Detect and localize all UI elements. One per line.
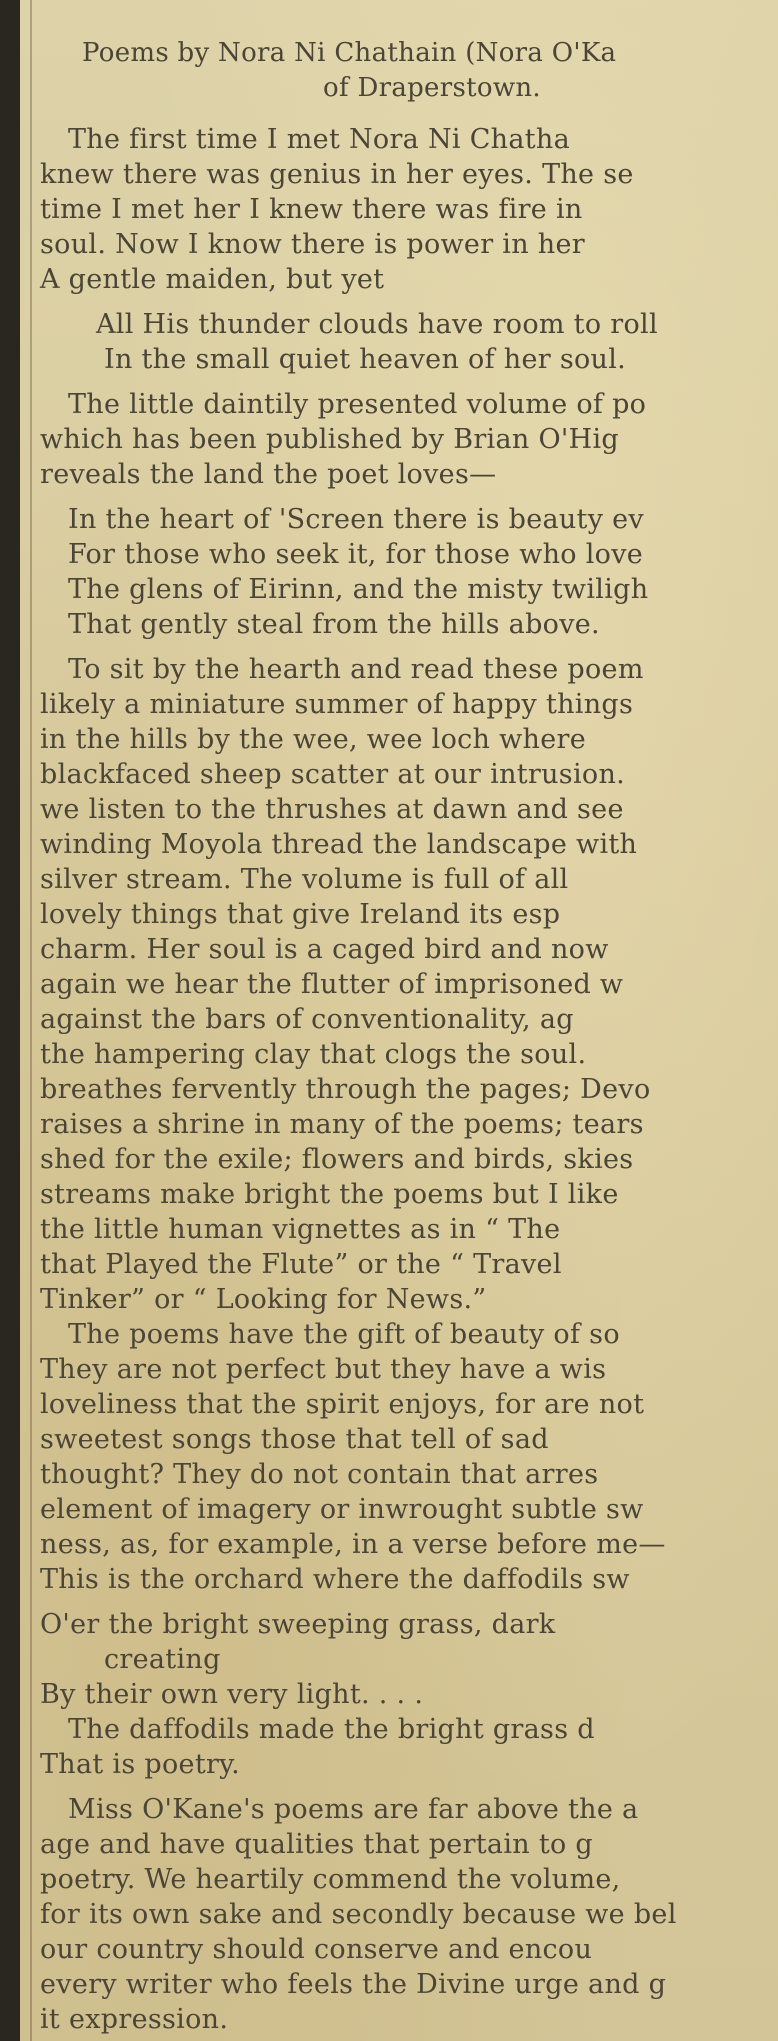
article-body xyxy=(40,36,778,2037)
article-line: They are not perfect but they have a wis xyxy=(40,1354,607,1385)
article-line: in the hills by the wee, wee loch where xyxy=(40,724,586,755)
article-lines xyxy=(40,122,778,2037)
article-line: ness, as, for example, in a verse before me— xyxy=(40,1529,666,1560)
article-line: O'er the bright sweeping grass, dark xyxy=(40,1609,556,1640)
article-line: silver stream. The volume is full of all xyxy=(40,864,569,895)
article-line: thought? They do not contain that arres xyxy=(40,1459,599,1490)
article-line: age and have qualities that pertain to g xyxy=(40,1829,594,1860)
article-line: To sit by the hearth and read these poem xyxy=(68,654,644,685)
article-line: likely a miniature summer of happy things xyxy=(40,689,634,720)
article-title-line-2: of Draperstown. xyxy=(323,73,541,103)
article-line: The poems have the gift of beauty of so xyxy=(68,1319,620,1350)
fold-line xyxy=(30,0,32,2041)
article-line: All His thunder clouds have room to roll xyxy=(96,309,658,340)
article-line: The glens of Eirinn, and the misty twiligh xyxy=(68,574,649,605)
article-line: element of imagery or inwrought subtle sw xyxy=(40,1494,644,1525)
article-line: knew there was genius in her eyes. The se xyxy=(40,159,634,190)
article-line: our country should conserve and encou xyxy=(40,1934,593,1965)
article-line: sweetest songs those that tell of sad xyxy=(40,1424,549,1455)
article-line: charm. Her soul is a caged bird and now xyxy=(40,934,609,965)
article-line: the little human vignettes as in “ The xyxy=(40,1214,561,1245)
article-line: That gently steal from the hills above. xyxy=(68,609,600,640)
article-line: for its own sake and secondly because we bel xyxy=(40,1899,677,1930)
article-line: streams make bright the poems but I like xyxy=(40,1179,619,1210)
article-line: breathes fervently through the pages; Devo xyxy=(40,1074,651,1105)
article-line: it expression. xyxy=(40,2004,229,2035)
article-line: blackfaced sheep scatter at our intrusion. xyxy=(40,759,626,790)
article-line: loveliness that the spirit enjoys, for are not xyxy=(40,1389,645,1420)
article-line: raises a shrine in many of the poems; tears xyxy=(40,1109,644,1140)
article-line: against the bars of conventionality, ag xyxy=(40,1004,574,1035)
article-line: which has been published by Brian O'Hig xyxy=(40,424,619,455)
article-line: That is poetry. xyxy=(40,1749,241,1780)
article-line: This is the orchard where the daffodils sw xyxy=(40,1564,630,1595)
newspaper-clipping xyxy=(20,0,778,2041)
article-line: Miss O'Kane's poems are far above the a xyxy=(68,1794,639,1825)
article-line: that Played the Flute” or the “ Travel xyxy=(40,1249,562,1280)
article-line: lovely things that give Ireland its esp xyxy=(40,899,561,930)
article-line: Tinker” or “ Looking for News.” xyxy=(40,1284,487,1315)
article-line: The little daintily presented volume of po xyxy=(68,389,647,420)
article-line: In the heart of 'Screen there is beauty ev xyxy=(68,504,644,535)
article-line: poetry. We heartily commend the volume, xyxy=(40,1864,621,1895)
article-line: shed for the exile; flowers and birds, skies xyxy=(40,1144,634,1175)
article-line: The first time I met Nora Ni Chatha xyxy=(68,124,570,155)
article-line: reveals the land the poet loves— xyxy=(40,459,497,490)
article-line: For those who seek it, for those who love xyxy=(68,539,644,570)
article-line: winding Moyola thread the landscape with xyxy=(40,829,638,860)
article-title: Poems by Nora Ni Chathain (Nora O'Ka xyxy=(82,38,617,68)
article-line: By their own very light. . . . xyxy=(40,1679,424,1710)
article-line: again we hear the flutter of imprisoned w xyxy=(40,969,624,1000)
article-line: A gentle maiden, but yet xyxy=(40,264,385,295)
article-line: In the small quiet heaven of her soul. xyxy=(104,344,627,375)
article-line: soul. Now I know there is power in her xyxy=(40,229,585,260)
article-line: every writer who feels the Divine urge and g xyxy=(40,1969,667,2000)
article-line: creating xyxy=(104,1644,221,1675)
article-line: we listen to the thrushes at dawn and see xyxy=(40,794,624,825)
article-line: The daffodils made the bright grass d xyxy=(68,1714,595,1745)
article-line: the hampering clay that clogs the soul. xyxy=(40,1039,587,1070)
article-line: time I met her I knew there was fire in xyxy=(40,194,583,225)
